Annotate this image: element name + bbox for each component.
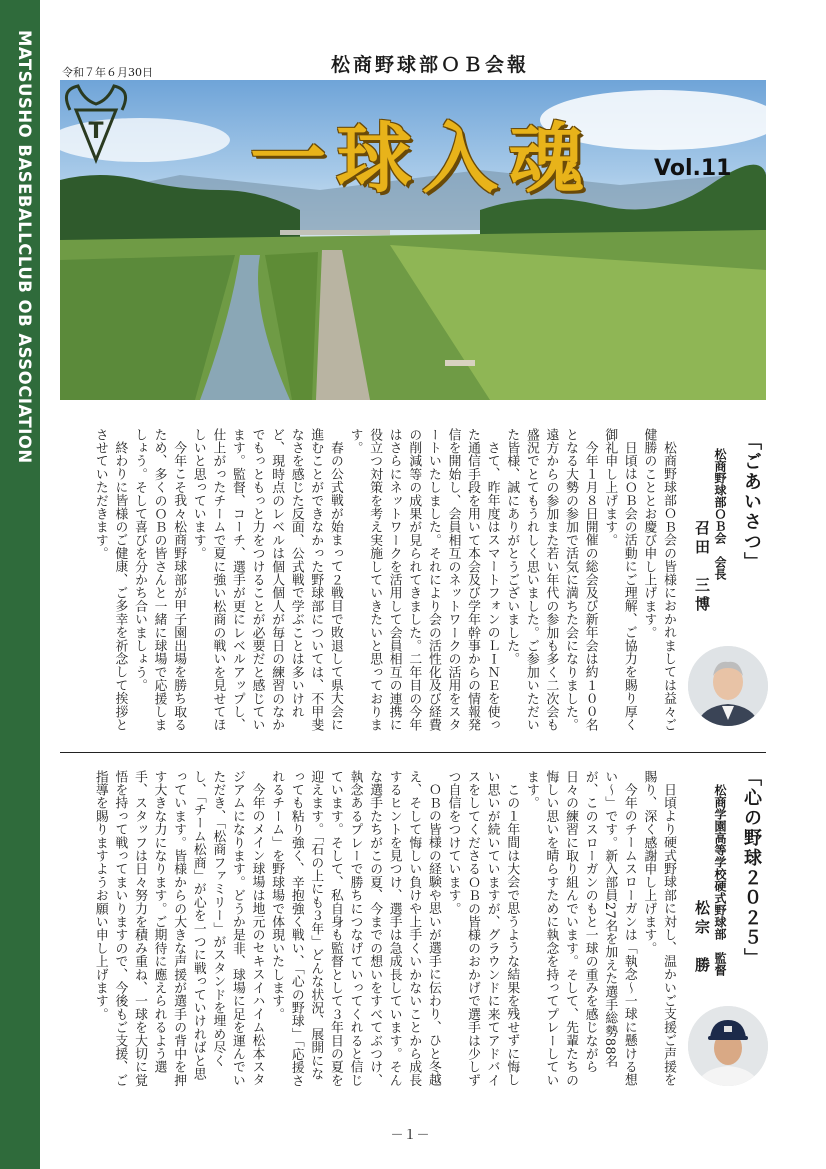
side-band bbox=[0, 0, 40, 1169]
svg-text:T: T bbox=[88, 119, 104, 144]
section2-paragraph: ＯＢの皆様の経験や思いが選手に伝わり、ひと冬越え、そして悔しい負けや上手くいかないことから成長するヒントを見つけ、選手は急成長しています。そんな選手たちがこの夏、今までの想いをすべてぶつけ、執念あるプレーで勝ちにつなげていってくれると信じています。そして、私自身も監督として３年目の夏を迎えます。「石の上にも３年」どんな状況、展開になっても粘り強く、辛抱強く戦い、「心の野球」「応援されるチーム」を野球場で体現いたします。 bbox=[269, 770, 441, 1088]
volume-label: Vol.11 bbox=[654, 156, 732, 181]
section2-body bbox=[88, 770, 678, 1088]
newsletter-title: 一球入魂 bbox=[250, 114, 594, 203]
coach-photo bbox=[688, 1006, 768, 1086]
section1-paragraph: 今年１月８日開催の総会及び新年会は約１００名となる大勢の参加で活気に満ちた会になりました。遠方からの参加また若い年代の参加も多く二次会も盛況でとてもうれしく思いました。ご参加いただいた皆様、誠にありがとうございました。 bbox=[504, 428, 598, 732]
section1-paragraph: 松商野球部ＯＢ会の皆様におかれましては益々ご健勝のこととお慶び申し上げます。 bbox=[641, 428, 676, 732]
section1-title: 「ごあいさつ」 bbox=[741, 432, 762, 572]
section1-paragraph: 日頃はＯＢ会の活動にご理解、ご協力を賜り厚く御礼申し上げます。 bbox=[602, 428, 637, 732]
issue-date: 令和７年６月30日 bbox=[62, 66, 153, 79]
hero-photo bbox=[60, 80, 766, 400]
chairman-photo bbox=[688, 646, 768, 726]
page-number: －１－ bbox=[390, 1128, 430, 1143]
section-divider bbox=[60, 752, 766, 753]
section1-paragraph: さて、昨年度はスマートフォンのＬＩＮＥを使った通信手段を用いて本会及び学年幹事からの情報発信を開始し、会員相互のネットワークの活用をスタートいたしました。それにより会の活性化及び経費の削減等の成果が見られてきました。二年目の今年はさらにネットワークを活用して会員相互の連携に役立つ対策を考え実施していきたいと思っております。 bbox=[347, 428, 500, 732]
section1-paragraph: 終わりに皆様のご健康、ご多幸を祈念して挨拶とさせていただきます。 bbox=[92, 428, 128, 732]
section2-author-name: 松宗 勝 bbox=[693, 900, 711, 976]
section2-title: 「心の野球２０２５」 bbox=[741, 768, 762, 968]
section1-paragraph: 春の公式戦が始まって２戦目で敗退して県大会に進むことができなかった野球部については、不甲斐なさを感じた反面、公式戦で学ぶことは多いけれど、現時点のレベルは個人個人が毎日の練習のなかでもっともっと力をつけることが必要だと感じています。監督、コーチ、選手が更にレベルアップし、仕上がったチームで夏に強い松商の戦いを見せてほしいと思っています。 bbox=[190, 428, 343, 732]
section1-body bbox=[88, 428, 678, 740]
section2-paragraph: 今年のメイン球場は地元のセキスイハイム松本スタジアムになります。どうか是非、球場に足を運んでいただき、「松商ファミリー」がスタンドを埋め尽くし、「チーム松商」が心を一つに戦っていければと思っています。皆様からの大きな声援が選手の背中を押す大きな力になります。ご期待に應えられるよう選手、スタッフは日々努力を積み重ね、一球を大切に覚悟を持って戦ってまいりますので、今後もご支援、ご指導を賜りますようお願い申し上げます。 bbox=[92, 770, 265, 1087]
masthead: 松商野球部ＯＢ会報 bbox=[330, 54, 529, 76]
side-band-text: MATSUSHO BASEBALLCLUB OB ASSOCIATION bbox=[15, 30, 34, 464]
section1-paragraph: 今年こそ我々松商野球部が甲子園出場を勝ち取るため、多くのＯＢの皆さんと一緒に球場で応援しましょう。そして喜びを分かち合いましょう。 bbox=[131, 428, 187, 732]
section2-paragraph: 日頃より硬式野球部に対し、温かいご支援ご声援を賜り、深く感謝申し上げます。 bbox=[641, 770, 676, 1087]
section2-author-org: 松商学園高等学校硬式野球部 監督 bbox=[713, 784, 727, 976]
section2-paragraph: 今年のチームスローガンは「執念～一球に懸ける想い～」です。新入部員27名を加えた選手総勢88名が、このスローガンのもと一球の重みを感じながら日々の練習に取り組んでいます。そして、先輩たちの悔しい思いを晴らすために執念を持ってプレーしています。 bbox=[523, 770, 637, 1087]
section2-paragraph: この１年間は大会で思うような結果を残せずに悔しい思いが続いていますが、グラウンドに来てアドバイスをしてくださるＯＢの皆様のおかげで選手は少しずつ自信をつけています。 bbox=[445, 770, 520, 1087]
section1-author-org: 松商野球部ＯＢ会 会長 bbox=[713, 448, 727, 580]
club-emblem-icon bbox=[60, 80, 132, 166]
section1-author-name: 召田 三博 bbox=[693, 520, 711, 615]
